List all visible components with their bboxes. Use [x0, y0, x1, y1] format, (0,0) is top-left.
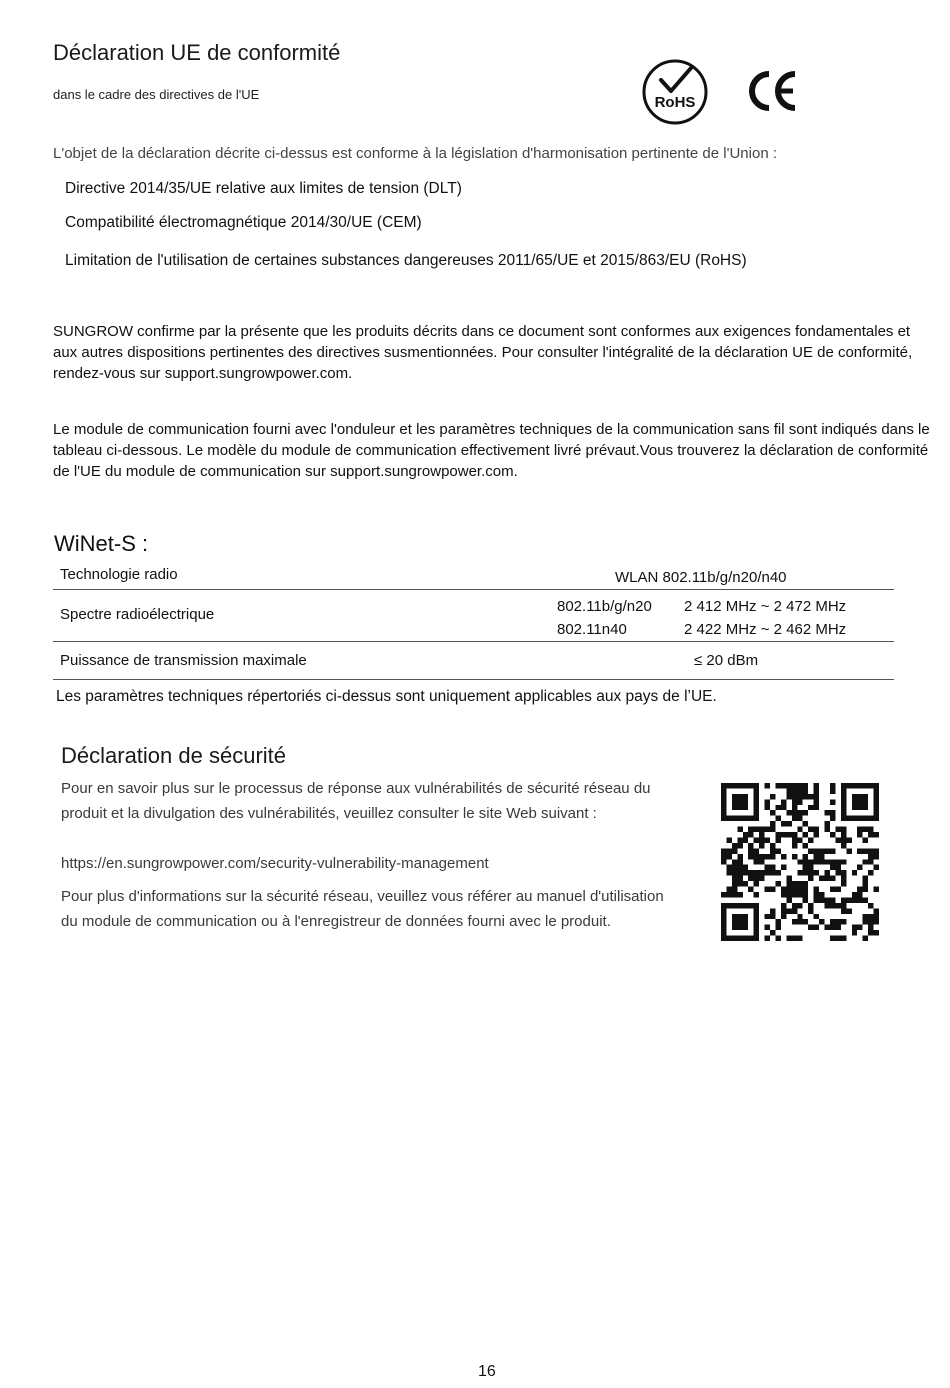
table-cell-tech-label: Technologie radio	[60, 566, 178, 583]
ce-mark	[745, 70, 801, 112]
security-title: Déclaration de sécurité	[61, 743, 287, 768]
table-cell-spectrum-mode: 802.11b/g/n20	[557, 598, 652, 615]
table-cell-spectrum-label: Spectre radioélectrique	[60, 606, 215, 623]
table-cell-spectrum-range: 2 422 MHz ~ 2 462 MHz	[684, 621, 847, 638]
table-cell-power-value: ≤ 20 dBm	[694, 652, 759, 669]
table-divider	[53, 679, 894, 680]
table-cell-spectrum-mode: 802.11n40	[557, 621, 627, 638]
page-title: Déclaration UE de conformité	[53, 40, 341, 65]
directive-item: Compatibilité électromagnétique 2014/30/UE (CEM)	[65, 214, 422, 231]
module-paragraph: Le module de communication fourni avec l'onduleur et les paramètres techniques de la communication sans fil sont indiqués dans le tableau ci-dessous. Le modèle du module de communication effectivement livré prévaut.Vous trouverez la déclaration de conformité de l'UE du module de communication sur support.sungrowpower.com.	[53, 421, 930, 480]
table-cell-power-label: Puissance de transmission maximale	[60, 652, 307, 669]
winet-title: WiNet-S :	[54, 531, 149, 556]
directive-item: Limitation de l'utilisation de certaines substances dangereuses 2011/65/UE et 2015/863/EU (RoHS)	[65, 252, 747, 269]
table-divider	[53, 641, 894, 642]
security-url-link[interactable]: https://en.sungrowpower.com/security-vulnerability-management	[61, 855, 489, 872]
intro-text: L'objet de la déclaration décrite ci-dessus est conforme à la législation d'harmonisation pertinente de l'Union :	[53, 145, 778, 162]
page-subtitle: dans le cadre des directives de l'UE	[53, 87, 260, 102]
qr-code	[721, 783, 879, 941]
page-number: 16	[478, 1363, 496, 1380]
security-paragraph: Pour en savoir plus sur le processus de réponse aux vulnérabilités de sécurité réseau du produit et la divulgation des vulnérabilités, veuillez consulter le site Web suivant :	[61, 780, 651, 822]
winet-note: Les paramètres techniques répertoriés ci-dessus sont uniquement applicables aux pays de l’UE.	[56, 688, 717, 705]
conformity-paragraph: SUNGROW confirme par la présente que les produits décrits dans ce document sont conformes aux exigences fondamentales et aux autres dispositions pertinentes des directives susmentionnées. Pour consulter l'intégralité de la déclaration UE de conformité, rendez-vous sur support.sungrowpower.com.	[53, 323, 913, 382]
table-cell-spectrum-range: 2 412 MHz ~ 2 472 MHz	[684, 598, 847, 615]
directive-item: Directive 2014/35/UE relative aux limites de tension (DLT)	[65, 180, 462, 197]
table-divider	[53, 589, 894, 590]
security-info-paragraph: Pour plus d'informations sur la sécurité réseau, veuillez vous référer au manuel d'utilisation du module de communication ou à l'enregistreur de données fourni avec le produit.	[61, 888, 664, 930]
table-cell-tech-value: WLAN 802.11b/g/n20/n40	[615, 569, 787, 586]
rohs-logo	[641, 58, 709, 126]
rohs-label: RoHS	[654, 94, 696, 111]
